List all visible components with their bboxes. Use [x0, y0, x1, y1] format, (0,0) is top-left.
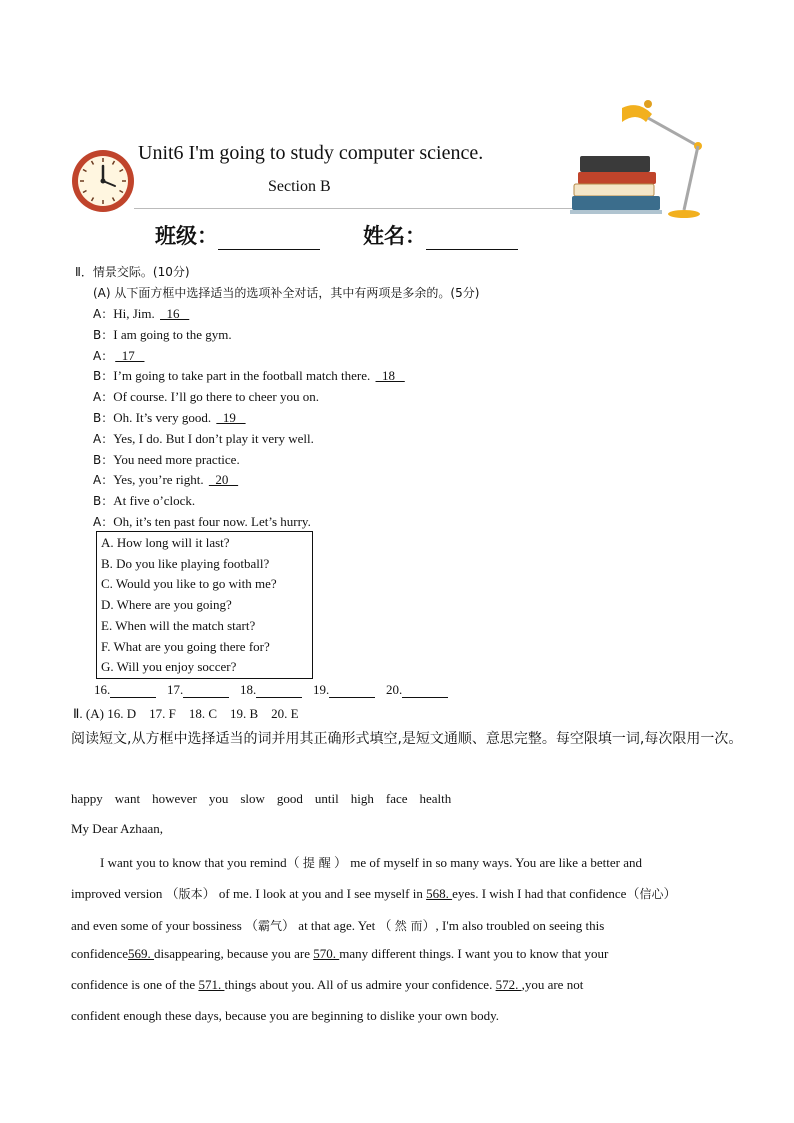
- chinese-gloss: 提 醒: [302, 856, 331, 870]
- letter-text: things about you. All of us admire your confidence.: [224, 977, 496, 992]
- letter-text: ） me of myself in so many ways. You are like a better and: [330, 855, 642, 870]
- dialogue-text: You need more practice.: [113, 451, 240, 467]
- speaker-label: A：: [93, 390, 114, 405]
- chinese-gloss: 信心: [639, 887, 664, 901]
- letter-text: and even some of your bossiness （: [71, 918, 259, 933]
- answer-blank[interactable]: [313, 682, 375, 698]
- option-item: A. How long will it last?: [101, 535, 230, 550]
- speaker-label: A：: [93, 515, 114, 529]
- speaker-label: A：: [93, 431, 114, 446]
- speaker-label: B：: [93, 369, 114, 384]
- dialogue-line: [93, 430, 314, 447]
- name-input-line[interactable]: [426, 228, 518, 250]
- answer-number: 18.: [240, 682, 257, 697]
- speaker-label: B：: [93, 452, 114, 467]
- speaker-label: B：: [93, 494, 114, 509]
- numbered-blank[interactable]: 569.: [128, 946, 155, 961]
- letter-text: ）, I'm also troubled on seeing this: [422, 918, 605, 933]
- dialogue-line: [93, 451, 240, 468]
- letter-text: eyes. I wish I had that confidence（: [452, 886, 640, 901]
- speaker-label: A：: [93, 307, 114, 321]
- speaker-label: A：: [93, 473, 114, 488]
- letter-text: ,you are not: [521, 977, 584, 992]
- numbered-blank[interactable]: 568.: [426, 886, 453, 901]
- dialogue-line: [93, 305, 189, 322]
- numbered-blank[interactable]: 571.: [198, 977, 225, 992]
- name-label: 姓名：: [363, 224, 426, 248]
- numbered-blank[interactable]: 572.: [495, 977, 522, 992]
- dialogue-blank[interactable]: 17: [115, 347, 145, 363]
- answer-line[interactable]: [183, 684, 229, 698]
- name-field: [363, 220, 518, 250]
- letter-line: [71, 883, 676, 902]
- page-title: Unit6 I'm going to study computer science.: [138, 142, 484, 164]
- dialogue-line: [93, 471, 238, 488]
- page-subtitle: Section B: [268, 178, 331, 195]
- letter-text: ）: [663, 886, 677, 901]
- answer-key: Ⅱ. (A) 16. D 17. F 18. C 19. B 20. E: [73, 706, 299, 721]
- dialogue-blank[interactable]: 19: [216, 410, 246, 425]
- dialogue-blank[interactable]: 20: [208, 472, 239, 488]
- dialogue-text: Yes, I do. But I don’t play it very well.: [113, 430, 314, 446]
- answer-blank[interactable]: [94, 682, 156, 698]
- letter-line: [100, 852, 642, 871]
- answer-line[interactable]: [329, 684, 375, 698]
- section-heading: Ⅱ．情景交际。(10分): [75, 265, 190, 279]
- letter-text: confidence: [71, 946, 129, 961]
- word-bank-item: happy: [71, 791, 103, 806]
- answer-number: 20.: [386, 682, 403, 697]
- dialogue-text: At five o’clock.: [113, 493, 196, 509]
- header-divider: [134, 208, 574, 209]
- speaker-label: B：: [93, 411, 114, 425]
- dialogue-text: Oh, it’s ten past four now. Let’s hurry.: [113, 514, 311, 529]
- letter-line: [71, 946, 608, 962]
- answer-line[interactable]: [110, 684, 156, 698]
- answer-number: 19.: [313, 682, 330, 697]
- letter-text: ） at that age. Yet （: [282, 918, 395, 933]
- letter-text: improved version （: [71, 886, 179, 901]
- books-and-lamp-icon: [566, 98, 706, 222]
- word-bank-item: you: [208, 791, 229, 806]
- word-bank-item: health: [419, 791, 452, 806]
- section-instruction: (A) 从下面方框中选择适当的选项补全对话，其中有两项是多余的。(5分): [93, 286, 480, 300]
- dialogue-line: [93, 492, 195, 509]
- letter-greeting: My Dear Azhaan,: [71, 821, 164, 836]
- letter-line: [71, 915, 604, 934]
- class-input-line[interactable]: [218, 228, 320, 250]
- option-item: C. Would you like to go with me?: [101, 576, 277, 592]
- option-item: F. What are you going there for?: [101, 638, 270, 654]
- letter-text: confident enough these days, because you are beginning to dislike your own body.: [71, 1008, 500, 1023]
- dialogue-text: Oh. It’s very good.: [113, 410, 215, 425]
- option-item: E. When will the match start?: [101, 617, 256, 633]
- letter-text: I want you to know that you remind（: [100, 855, 303, 870]
- dialogue-line: [93, 388, 319, 405]
- class-label: 班级：: [155, 224, 218, 248]
- answer-line[interactable]: [256, 684, 302, 698]
- answer-blank[interactable]: [386, 682, 448, 698]
- letter-line: [71, 1008, 499, 1024]
- answer-line[interactable]: [402, 684, 448, 698]
- dialogue-text: I’m going to take part in the football match there.: [113, 368, 374, 384]
- word-bank-item: slow: [240, 791, 265, 806]
- chinese-gloss: 然 而: [394, 919, 423, 933]
- dialogue-line: [93, 367, 405, 384]
- answer-blank[interactable]: [240, 682, 302, 698]
- answer-blank[interactable]: [167, 682, 229, 698]
- option-item: D. Where are you going?: [101, 597, 232, 613]
- dialogue-text: Hi, Jim.: [113, 306, 159, 321]
- word-bank-item: good: [276, 791, 303, 806]
- answer-number: 17.: [167, 682, 184, 697]
- dialogue-line: [93, 409, 246, 426]
- letter-line: [71, 977, 583, 993]
- reading-instruction: 阅读短文,从方框中选择适当的词并用其正确形式填空,是短文通顺、意思完整。每空限填一词,每次限用一次。: [71, 731, 743, 747]
- word-bank-item: want: [114, 791, 141, 806]
- dialogue-line: [93, 326, 232, 343]
- letter-text: ） of me. I look at you and I see myself in: [202, 886, 427, 901]
- letter-text: disappearing, because you are: [154, 946, 314, 961]
- dialogue-text: Yes, you’re right.: [113, 472, 207, 488]
- chinese-gloss: 版本: [178, 887, 203, 901]
- dialogue-blank[interactable]: 18: [375, 368, 405, 384]
- word-bank-row: [71, 791, 463, 807]
- answer-number: 16.: [94, 682, 111, 697]
- class-field: [155, 220, 320, 250]
- word-bank-item: face: [385, 791, 408, 806]
- letter-text: many different things. I want you to know that your: [339, 946, 609, 961]
- speaker-label: B：: [93, 327, 114, 342]
- chinese-gloss: 霸气: [258, 919, 283, 933]
- dialogue-text: I am going to the gym.: [113, 326, 232, 342]
- dialogue-line: [93, 513, 311, 530]
- numbered-blank[interactable]: 570.: [313, 946, 340, 961]
- dialogue-text: Of course. I’ll go there to cheer you on.: [113, 389, 319, 405]
- word-bank-item: however: [152, 791, 197, 806]
- clock-icon: [70, 148, 136, 214]
- dialogue-blank[interactable]: 16: [160, 306, 190, 321]
- dialogue-line: [93, 347, 144, 364]
- option-item: B. Do you like playing football?: [101, 555, 270, 571]
- word-bank-item: high: [350, 791, 374, 806]
- letter-text: confidence is one of the: [71, 977, 199, 992]
- option-item: G. Will you enjoy soccer?: [101, 659, 237, 675]
- word-bank-item: until: [314, 791, 339, 806]
- speaker-label: A：: [93, 348, 114, 363]
